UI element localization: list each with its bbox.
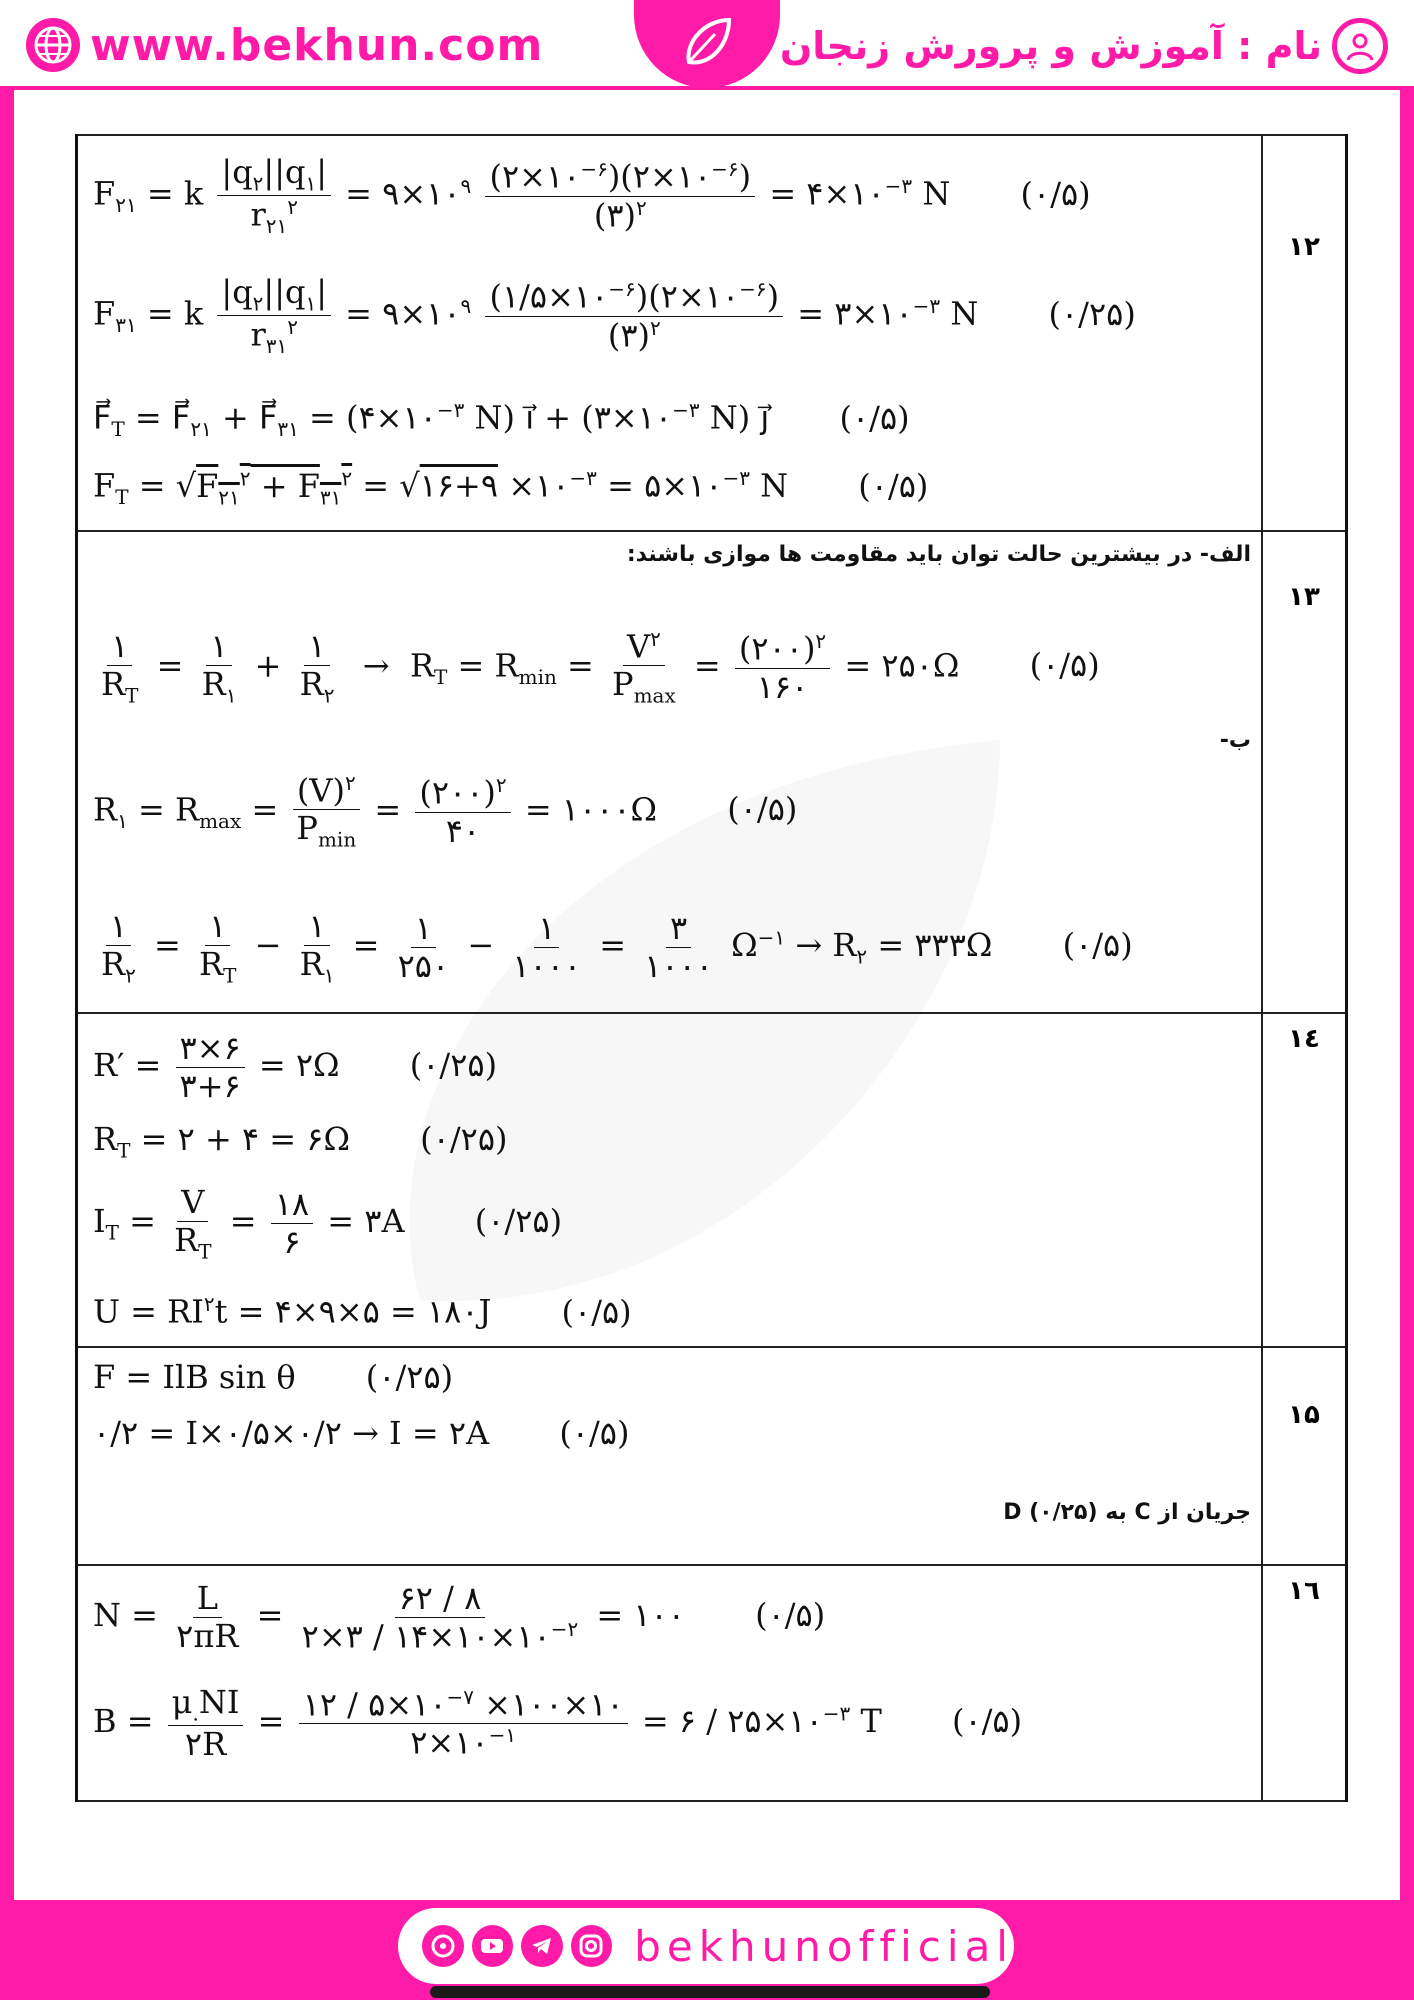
table-border-right	[1345, 134, 1348, 1802]
equation-line	[93, 1358, 453, 1396]
score-point: (۰/۵)	[559, 1414, 630, 1452]
telegram-icon[interactable]	[521, 1925, 563, 1967]
social-handle[interactable]: bekhunofficial	[634, 1921, 1014, 1971]
question-number-text: ۱٦	[1288, 1576, 1320, 1606]
score-point: (۰/۵)	[951, 1702, 1023, 1741]
answer-cell-14	[76, 1013, 1262, 1347]
globe-icon	[26, 18, 80, 72]
equation-line	[93, 1414, 629, 1452]
answer-table	[75, 134, 1347, 1802]
question-number-text: ۱٤	[1288, 1024, 1320, 1054]
equation-line: $U = RI^۲t$ = ۴×۹×۵ = ۱۸۰J (۰/۵)	[93, 1292, 632, 1331]
score-point: (۰/۲۵)	[1048, 294, 1136, 333]
score-point: (۰/۲۵)	[409, 1045, 498, 1084]
site-url: www.bekhun.com	[90, 19, 544, 71]
user-icon	[1332, 18, 1388, 74]
equation-line: $I_T$ = $\frac{V}{R_T}$ = $\frac{۱۸}{۶}$ = ۳A (۰/۲۵)	[93, 1183, 563, 1264]
aparat-icon[interactable]	[422, 1925, 464, 1967]
question-number-text: ۱۵	[1288, 1400, 1320, 1430]
answer-cell-12	[76, 135, 1262, 531]
question-number-text: ۱۲	[1288, 232, 1320, 262]
logo	[634, 0, 780, 88]
equation-line: $F_T = √F_{۲۱}^۲ + F_{۳۱}^۲$ = √۱۶+۹ $\times ۱۰^{-۳}$ = $۵\times ۱۰^{-۳}$ N (۰/۵)	[93, 466, 929, 510]
table-row	[76, 1565, 1346, 1801]
question-number	[1262, 1565, 1346, 1801]
instagram-icon[interactable]	[571, 1925, 613, 1967]
table-row	[76, 1347, 1346, 1565]
equation-line: $F⃗_T$ = $F⃗_{۲۱}$ + $F⃗_{۳۱}$ = ($۴\times ۱۰^{-۳}$ N) i⃗ + ($۳\times ۱۰^{-۳}$ N) j⃗ (۰/۵)	[93, 398, 910, 442]
equation-line: $F_{۳۱} = k$ $\frac{|q_۲||q_۱|}{r_{۳۱}^۲}$ = $۹\times ۱۰^۹$ $\frac{(۱/۵\times ۱۰^{-۶})(۲\times ۱۰^{-۶})}{(۳)^۲}$ = $۳\times ۱۰^{-۳}$ N (۰/۲۵)	[93, 273, 1136, 359]
equation-line: $\frac{۱}{R_T}$ = $\frac{۱}{R_۱}$ + $\frac{۱}{R_۲}$ → $R_T = R_{min}$ = $\frac{V^۲}{P_{max}}$ = $\frac{(۲۰۰)^۲}{۱۶۰}$ = ۲۵۰Ω (۰/۵)	[101, 627, 1100, 708]
answer-note: جریان از C به D (۰/۲۵)	[1003, 1500, 1251, 1525]
table-row	[76, 1013, 1346, 1347]
answer-cell-15	[76, 1347, 1262, 1565]
title-text: نام : آموزش و پرورش زنجان	[779, 24, 1322, 68]
site-link[interactable]	[26, 18, 543, 72]
score-point: (۰/۲۵)	[365, 1358, 454, 1396]
equation-line: R′ = $\frac{۳\times ۶}{۳+۶}$ = ۲Ω (۰/۲۵)	[93, 1029, 498, 1105]
equation-line: $R_T$ = ۲ + ۴ = ۶Ω (۰/۲۵)	[93, 1120, 508, 1163]
score-point: (۰/۵)	[839, 398, 910, 437]
equation-line: $R_۱ = R_{max}$ = $\frac{(V)^۲}{P_{min}}$ = $\frac{(۲۰۰)^۲}{۴۰}$ = ۱۰۰۰Ω (۰/۵)	[93, 771, 798, 852]
table-border-left	[75, 134, 78, 1802]
equation-line: $F_{۲۱} = k$ $\frac{|q_۲||q_۱|}{r_{۲۱}^۲}$ = $۹\times ۱۰^۹$ $\frac{(۲\times ۱۰^{-۶})(۲\times ۱۰^{-۶})}{(۳)^۲}$ = $۴\times ۱۰^{-۳}$ N (۰/۵)	[93, 153, 1091, 239]
equation-line: $\frac{۱}{R_۲}$ = $\frac{۱}{R_T}$ − $\frac{۱}{R_۱}$ = $\frac{۱}{۲۵۰}$ − $\frac{۱}{۱۰۰۰}$ = $\frac{۳}{۱۰۰۰}$ $\Omega^{-۱} \to R_۲$ = ۳۳۳Ω (۰/۵)	[101, 907, 1133, 988]
footer-shadow	[430, 1986, 990, 1998]
score-point: (۰/۵)	[755, 1596, 826, 1635]
question-number	[1262, 1013, 1346, 1347]
answer-note: الف- در بیشترین حالت توان باید مقاومت ها موازی باشند:	[626, 542, 1251, 567]
equation-line: N = $\frac{L}{۲\pi R}$ = $\frac{۶۲ / ۸}{۲\times ۳ / ۱۴\times ۱۰\times ۱۰^{-۲}}$ = ۱۰۰ (۰/۵)	[93, 1579, 826, 1656]
score-point: (۰/۵)	[1029, 646, 1100, 685]
answer-cell-16	[76, 1565, 1262, 1801]
youtube-icon[interactable]	[472, 1925, 514, 1967]
score-point: (۰/۲۵)	[420, 1120, 508, 1158]
score-point: (۰/۵)	[1020, 174, 1091, 213]
score-point: (۰/۵)	[561, 1292, 632, 1331]
score-point: (۰/۵)	[1062, 926, 1133, 965]
question-number	[1262, 531, 1346, 1013]
table-row	[76, 531, 1346, 1013]
answer-cell-13	[76, 531, 1262, 1013]
answer-note: ب-	[1219, 728, 1251, 753]
question-number-text: ۱۳	[1288, 582, 1320, 612]
score-point: (۰/۲۵)	[474, 1202, 563, 1241]
table-row	[76, 135, 1346, 531]
social-bar	[398, 1908, 1014, 1984]
header-bar	[0, 0, 1414, 90]
equation-line: B = $\frac{\mu_.NI}{۲R}$ = $\frac{۱۲ / ۵\times ۱۰^{-۷} \times ۱۰۰\times ۱۰}{۲\times ۱۰^{-۱}}$ = ۶ / $۲۵\times ۱۰^{-۳}$ T (۰/۵)	[93, 1683, 1023, 1764]
score-point: (۰/۵)	[858, 466, 929, 505]
equation-text: F = IlB sin θ	[93, 1358, 296, 1396]
score-point: (۰/۵)	[727, 790, 798, 829]
page-title	[780, 18, 1388, 74]
leaf-logo-icon	[672, 9, 742, 79]
question-number	[1262, 1347, 1346, 1565]
question-number	[1262, 135, 1346, 531]
equation-text: ۰/۲ = I×۰/۵×۰/۲ → I = ۲A	[93, 1414, 490, 1452]
